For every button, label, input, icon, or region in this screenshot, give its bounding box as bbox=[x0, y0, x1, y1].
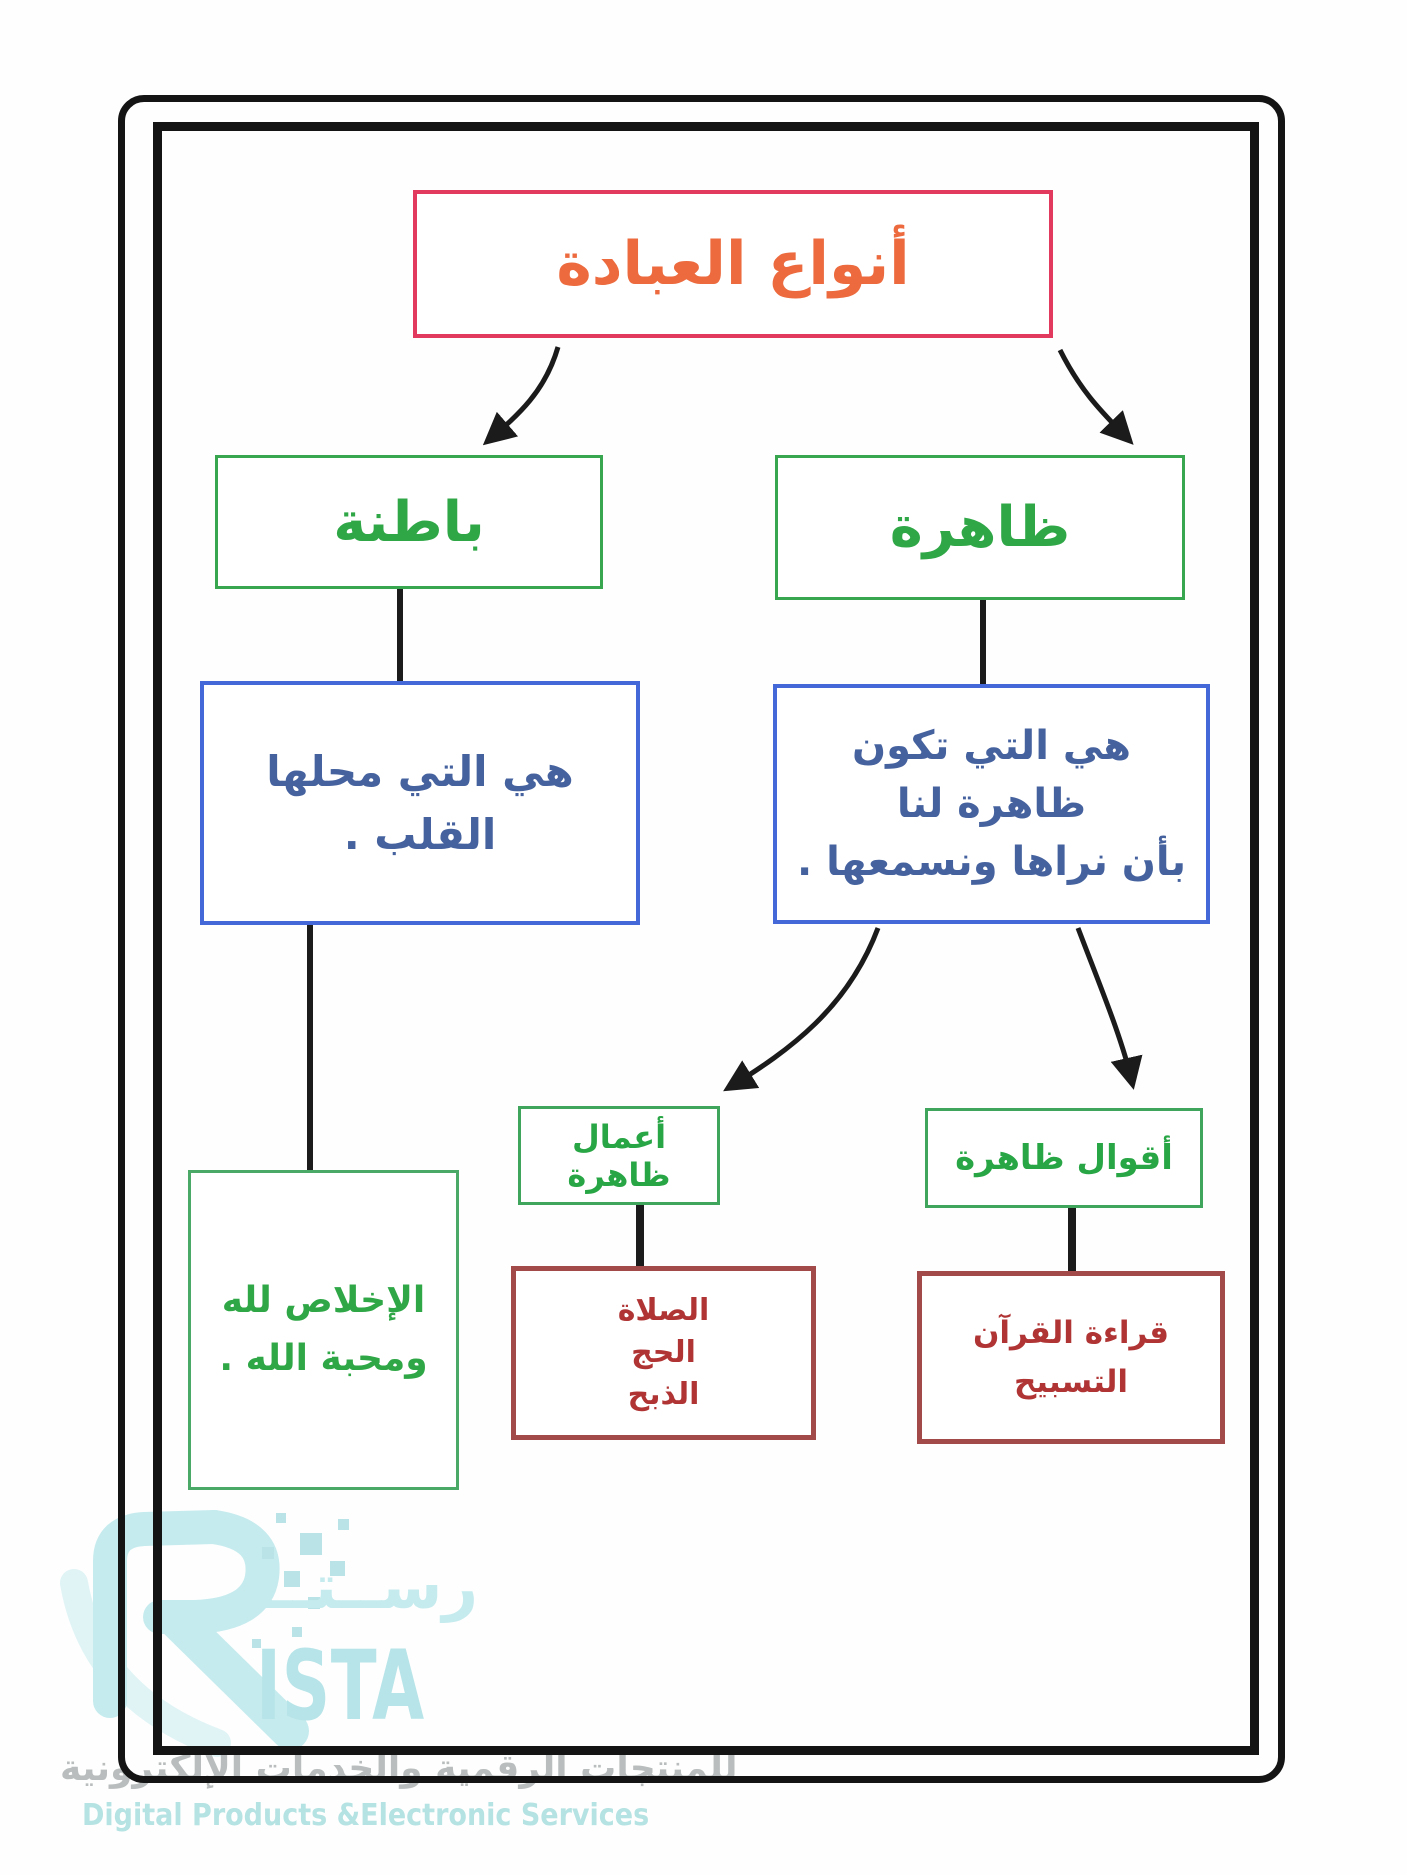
outward-deeds-label: أعمال ظاهرة bbox=[567, 1117, 671, 1194]
deeds-example-line: الصلاة bbox=[617, 1293, 710, 1328]
node-sayings-examples bbox=[917, 1271, 1225, 1444]
title-text: أنواع العبادة bbox=[556, 229, 910, 299]
node-batinah bbox=[215, 455, 603, 589]
node-batinah-definition bbox=[200, 681, 640, 925]
dhahirah-label: ظاهرة bbox=[889, 495, 1071, 560]
definition-line: هي التي تكون bbox=[851, 723, 1132, 769]
node-batinah-examples bbox=[188, 1170, 459, 1490]
definition-line: القلب . bbox=[343, 810, 497, 859]
watermark-name-arabic: رســتــا bbox=[248, 1550, 479, 1623]
deeds-example-line: الحج bbox=[631, 1335, 696, 1370]
node-outward-sayings bbox=[925, 1108, 1203, 1208]
example-line: ومحبة الله . bbox=[219, 1338, 428, 1379]
watermark-tagline-arabic: للمنتجات الرقمية والخدمات الإلكترونية bbox=[60, 1748, 738, 1789]
arrow-definition-to-sayings bbox=[1078, 928, 1132, 1082]
sayings-example-line: قراءة القرآن bbox=[972, 1315, 1170, 1352]
outward-sayings-label: أقوال ظاهرة bbox=[955, 1138, 1173, 1178]
arrow-definition-to-deeds bbox=[730, 928, 878, 1087]
deeds-example-line: الذبح bbox=[627, 1377, 700, 1412]
watermark-name-english: ISTA bbox=[256, 1630, 425, 1742]
batinah-label: باطنة bbox=[333, 489, 485, 555]
node-dhahirah-definition bbox=[773, 684, 1210, 924]
watermark-tagline-english: Digital Products &Electronic Services bbox=[82, 1798, 650, 1833]
definition-line: بأن نراها ونسمعها . bbox=[797, 839, 1186, 885]
definition-line: هي التي محلها bbox=[266, 747, 574, 796]
node-deeds-examples bbox=[511, 1266, 816, 1440]
definition-line: ظاهرة لنا bbox=[896, 781, 1087, 827]
example-line: الإخلاص لله bbox=[221, 1280, 426, 1322]
node-dhahirah bbox=[775, 455, 1185, 600]
arrow-title-to-batinah bbox=[489, 347, 558, 440]
sayings-example-line: التسبيح bbox=[1013, 1363, 1129, 1400]
arrow-title-to-dhahirah bbox=[1060, 350, 1128, 439]
node-title bbox=[413, 190, 1053, 338]
node-outward-deeds bbox=[518, 1106, 720, 1205]
